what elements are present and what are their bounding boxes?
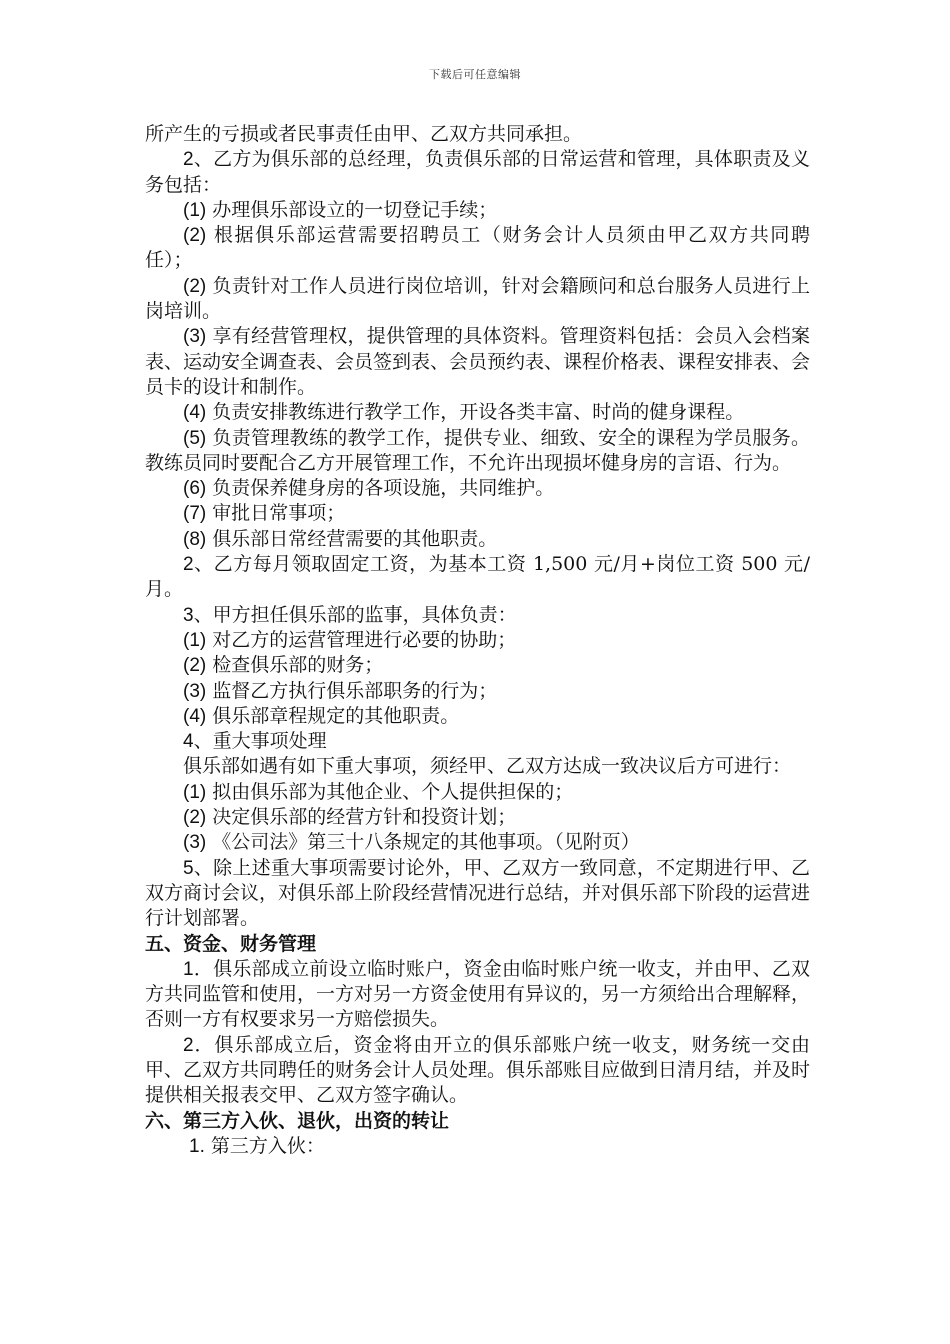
paragraph bbox=[145, 501, 810, 526]
item-number: (1) bbox=[183, 199, 207, 221]
paragraph-text: 办理俱乐部设立的一切登记手续； bbox=[206, 198, 498, 221]
paragraph-text: 俱乐部日常经营需要的其他职责。 bbox=[206, 527, 498, 550]
paragraph bbox=[145, 957, 810, 1033]
paragraph bbox=[145, 122, 810, 147]
paragraph-text: 第三方入伙： bbox=[204, 1134, 325, 1157]
item-number: (4) bbox=[183, 402, 207, 424]
paragraph bbox=[145, 754, 810, 779]
document-body bbox=[145, 122, 810, 1159]
paragraph bbox=[145, 679, 810, 704]
item-number: (2) bbox=[183, 655, 207, 677]
item-number: 2 bbox=[183, 149, 194, 171]
item-number: 2 bbox=[183, 554, 194, 576]
paragraph bbox=[145, 147, 810, 198]
paragraph bbox=[145, 1033, 810, 1109]
paragraph bbox=[145, 198, 810, 223]
item-number: 4 bbox=[183, 731, 194, 753]
paragraph-text: 监督乙方执行俱乐部职务的行为； bbox=[206, 679, 498, 702]
paragraph-text: 六、第三方入伙、退伙，出资的转让 bbox=[145, 1109, 450, 1132]
paragraph bbox=[145, 426, 810, 477]
paragraph bbox=[145, 324, 810, 400]
paragraph-text: 决定俱乐部的经营方针和投资计划； bbox=[206, 806, 517, 829]
paragraph bbox=[145, 603, 810, 628]
paragraph bbox=[145, 1134, 810, 1159]
section-heading bbox=[145, 932, 810, 957]
paragraph-text: ．俱乐部成立前设立临时账户，资金由临时账户统一收支，并由甲、乙双方共同监管和使用，一方对另一方资金使用有异议的，另一方须给出合理解释，否则一方有权要求另一方赔偿损失。 bbox=[145, 957, 811, 1031]
paragraph-text: 审批日常事项； bbox=[206, 502, 346, 525]
paragraph-text: 根据俱乐部运营需要招聘员工（财务会计人员须由甲乙双方共同聘任）； bbox=[145, 224, 810, 272]
item-number: (5) bbox=[183, 427, 207, 449]
paragraph-text: 俱乐部如遇有如下重大事项，须经甲、乙双方达成一致决议后方可进行： bbox=[183, 755, 792, 778]
paragraph bbox=[145, 628, 810, 653]
paragraph bbox=[145, 856, 810, 932]
paragraph bbox=[145, 400, 810, 425]
item-number: (2) bbox=[183, 275, 207, 297]
item-number: 5 bbox=[183, 857, 194, 879]
item-number: 3 bbox=[183, 604, 194, 626]
item-number: (3) bbox=[183, 832, 207, 854]
paragraph-text: ．俱乐部成立后，资金将由开立的俱乐部账户统一收支，财务统一交由甲、乙双方共同聘任的财务会计人员处理。俱乐部账目应做到日清月结，并及时提供相关报表交甲、乙双方签字确认。 bbox=[145, 1033, 811, 1107]
paragraph bbox=[145, 552, 810, 603]
paragraph bbox=[145, 704, 810, 729]
paragraph bbox=[145, 476, 810, 501]
item-number: (3) bbox=[183, 680, 207, 702]
section-heading bbox=[145, 1109, 810, 1134]
item-number: (1) bbox=[183, 629, 207, 651]
item-number: (2) bbox=[183, 225, 207, 247]
paragraph-text: 《公司法》第三十八条规定的其他事项。（见附页） bbox=[206, 831, 640, 854]
page-header: 下载后可任意编辑 bbox=[429, 68, 521, 81]
paragraph-text: 、重大事项处理 bbox=[193, 730, 327, 753]
paragraph-text: 、乙方每月领取固定工资，为基本工资 1,500 元/月+岗位工资 500 元/月。 bbox=[145, 553, 810, 601]
item-number: (2) bbox=[183, 807, 207, 829]
item-number: (6) bbox=[183, 478, 207, 500]
paragraph bbox=[145, 780, 810, 805]
paragraph-text: 拟由俱乐部为其他企业、个人提供担保的； bbox=[206, 780, 574, 803]
paragraph-text: 所产生的亏损或者民事责任由甲、乙双方共同承担。 bbox=[145, 123, 583, 145]
item-number: (7) bbox=[183, 503, 207, 525]
paragraph-text: 、除上述重大事项需要讨论外，甲、乙双方一致同意，不定期进行甲、乙双方商讨会议，对俱乐部上阶段经营情况进行总结，并对俱乐部下阶段的运营进行计划部署。 bbox=[145, 856, 811, 930]
paragraph bbox=[145, 223, 810, 274]
paragraph bbox=[145, 729, 810, 754]
paragraph-text: 负责针对工作人员进行岗位培训，针对会籍顾问和总台服务人员进行上岗培训。 bbox=[145, 274, 810, 323]
paragraph-text: 享有经营管理权，提供管理的具体资料。管理资料包括：会员入会档案表、运动安全调查表、会员签到表、会员预约表、课程价格表、课程安排表、会员卡的设计和制作。 bbox=[145, 325, 811, 398]
paragraph-text: 负责管理教练的教学工作，提供专业、细致、安全的课程为学员服务。教练员同时要配合乙方开展管理工作，不允许出现损坏健身房的言语、行为。 bbox=[145, 426, 810, 474]
paragraph bbox=[145, 274, 810, 325]
paragraph-text: 五、资金、财务管理 bbox=[145, 932, 317, 955]
paragraph-text: 、乙方为俱乐部的总经理，负责俱乐部的日常运营和管理，具体职责及义务包括： bbox=[145, 148, 810, 196]
item-number: (4) bbox=[183, 705, 207, 727]
paragraph bbox=[145, 830, 810, 855]
paragraph-text: 负责保养健身房的各项设施，共同维护。 bbox=[206, 477, 555, 500]
paragraph bbox=[145, 653, 810, 678]
item-number: (3) bbox=[183, 326, 207, 348]
paragraph-text: 负责安排教练进行教学工作，开设各类丰富、时尚的健身课程。 bbox=[206, 401, 745, 424]
item-number: (8) bbox=[183, 528, 207, 550]
paragraph bbox=[145, 527, 810, 552]
paragraph-text: 俱乐部章程规定的其他职责。 bbox=[206, 704, 460, 727]
item-number: 2 bbox=[183, 1034, 194, 1056]
paragraph-text: 、甲方担任俱乐部的监事，具体负责： bbox=[193, 603, 517, 626]
item-number: 1 bbox=[183, 958, 194, 980]
paragraph-text: 检查俱乐部的财务； bbox=[206, 654, 384, 677]
item-number: 1. bbox=[189, 1135, 205, 1157]
paragraph-text: 对乙方的运营管理进行必要的协助； bbox=[206, 628, 517, 651]
paragraph bbox=[145, 805, 810, 830]
item-number: (1) bbox=[183, 781, 207, 803]
